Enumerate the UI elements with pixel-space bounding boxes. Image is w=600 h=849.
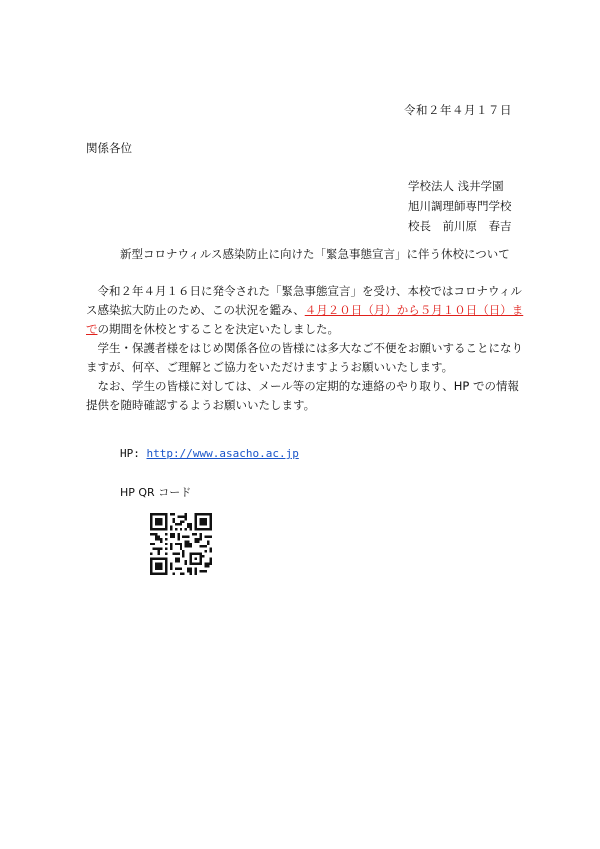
sender-block	[408, 176, 512, 236]
body-paragraph-1	[86, 282, 526, 339]
qr-code-label: HP QR コード	[120, 486, 192, 499]
body-paragraph-2: 学生・保護者様をはじめ関係各位の皆様には多大なご不便をお願いすることになりますが、何卒、ご理解とご協力をいただけますようお願いいたします。	[86, 341, 523, 374]
homepage-link[interactable]: http://www.asacho.ac.jp	[146, 447, 299, 460]
document-body	[86, 282, 526, 415]
document-subject: 新型コロナウィルス感染防止に向けた「緊急事態宣言」に伴う休校について	[120, 247, 510, 261]
body-paragraph-3: なお、学生の皆様に対しては、メール等の定期的な連絡のやり取り、HP での情報提供を随時確認するようお願いいたします。	[86, 379, 520, 412]
sender-principal: 校長 前川原 春吉	[408, 219, 512, 233]
qr-code-image	[150, 513, 212, 575]
homepage-line	[120, 447, 299, 460]
sender-school: 旭川調理師専門学校	[408, 199, 512, 213]
document-date: 令和２年４月１７日	[404, 103, 512, 117]
addressee: 関係各位	[86, 141, 132, 155]
body-p1-text-b: の期間を休校とすることを決定いたしました。	[97, 322, 339, 336]
sender-corporation: 学校法人 浅井学園	[408, 179, 504, 193]
closure-period-highlight: ４月２０日（月）から５月１０日（日）まで	[86, 303, 524, 336]
body-p1-text-a: 令和２年４月１６日に発令された「緊急事態宣言」を受け、本校ではコロナウィルス感染拡大防止のため、この状況を鑑み、	[86, 284, 522, 317]
homepage-label: HP:	[120, 447, 140, 460]
